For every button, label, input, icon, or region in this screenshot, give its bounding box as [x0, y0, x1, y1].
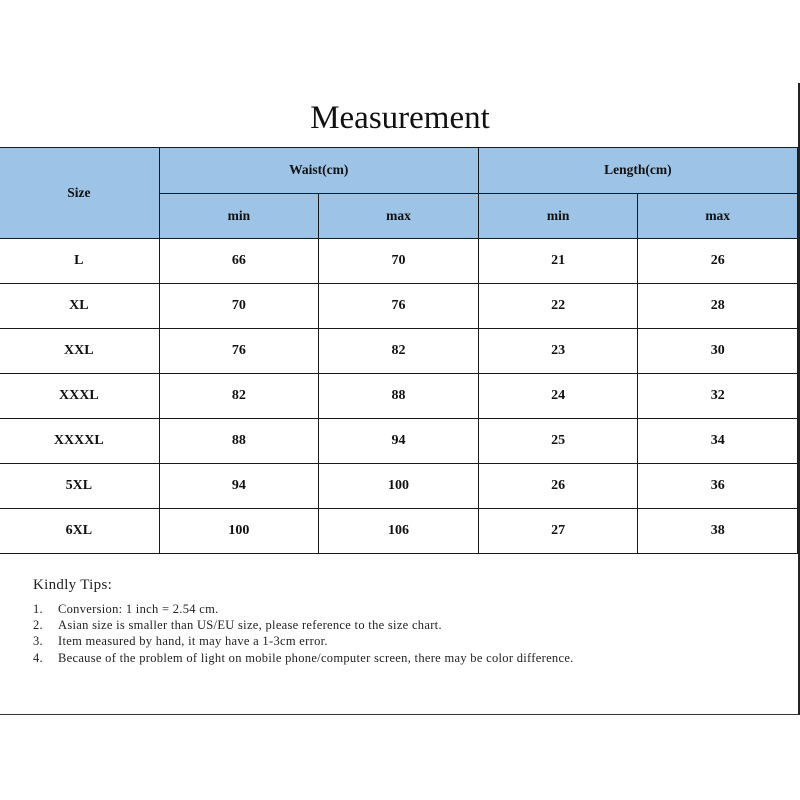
cell-length-min: 21	[478, 239, 638, 284]
cell-size: XXXXL	[0, 419, 159, 464]
cell-length-min: 22	[478, 284, 638, 329]
tips-list	[33, 601, 658, 666]
cell-waist-min: 66	[159, 239, 319, 284]
tip-text: Conversion: 1 inch = 2.54 cm.	[58, 602, 219, 616]
cell-waist-max: 88	[319, 374, 479, 419]
table-row	[0, 329, 798, 374]
cell-length-min: 25	[478, 419, 638, 464]
size-chart-table	[0, 147, 798, 554]
cell-length-max: 36	[638, 464, 798, 509]
table-row	[0, 464, 798, 509]
cell-waist-min: 94	[159, 464, 319, 509]
tip-item	[33, 650, 658, 666]
table-row	[0, 509, 798, 554]
header-waist-max: max	[319, 193, 479, 239]
tip-item	[33, 601, 658, 617]
cell-length-max: 38	[638, 509, 798, 554]
cell-waist-min: 100	[159, 509, 319, 554]
cell-size: 5XL	[0, 464, 159, 509]
table-row	[0, 374, 798, 419]
cell-length-max: 34	[638, 419, 798, 464]
header-row-main	[0, 148, 798, 194]
cell-size: XXXL	[0, 374, 159, 419]
tips-section	[0, 553, 799, 715]
cell-length-min: 27	[478, 509, 638, 554]
cell-size: 6XL	[0, 509, 159, 554]
tip-number: 1.	[33, 602, 43, 616]
cell-length-max: 26	[638, 239, 798, 284]
tip-text: Item measured by hand, it may have a 1-3cm error.	[58, 634, 328, 649]
cell-waist-max: 106	[319, 509, 479, 554]
table-row	[0, 284, 798, 329]
header-size: Size	[0, 148, 159, 239]
header-length-min: min	[478, 193, 638, 239]
cell-length-max: 32	[638, 374, 798, 419]
tip-number: 2.	[33, 618, 43, 633]
cell-waist-max: 100	[319, 464, 479, 509]
cell-size: XXL	[0, 329, 159, 374]
cell-waist-min: 88	[159, 419, 319, 464]
cell-length-min: 26	[478, 464, 638, 509]
header-length: Length(cm)	[478, 148, 797, 194]
tip-text: Because of the problem of light on mobile phone/computer screen, there may be color difference.	[58, 650, 574, 665]
cell-waist-min: 70	[159, 284, 319, 329]
cell-size: L	[0, 239, 159, 284]
tip-item	[33, 617, 658, 633]
header-waist-min: min	[159, 193, 319, 239]
cell-length-min: 23	[478, 329, 638, 374]
header-waist: Waist(cm)	[159, 148, 478, 194]
tip-item	[33, 633, 658, 649]
cell-length-max: 28	[638, 284, 798, 329]
tip-number: 4.	[33, 650, 43, 665]
cell-length-min: 24	[478, 374, 638, 419]
tip-text: Asian size is smaller than US/EU size, please reference to the size chart.	[58, 618, 442, 633]
cell-waist-max: 76	[319, 284, 479, 329]
cell-waist-min: 82	[159, 374, 319, 419]
cell-waist-max: 70	[319, 239, 479, 284]
cell-waist-max: 82	[319, 329, 479, 374]
table-row	[0, 419, 798, 464]
cell-size: XL	[0, 284, 159, 329]
cell-length-max: 30	[638, 329, 798, 374]
cell-waist-min: 76	[159, 329, 319, 374]
tip-number: 3.	[33, 634, 43, 649]
cell-waist-max: 94	[319, 419, 479, 464]
header-length-max: max	[638, 193, 798, 239]
page-title: Measurement	[310, 100, 490, 136]
tips-title: Kindly Tips:	[33, 577, 113, 593]
table-row	[0, 239, 798, 284]
